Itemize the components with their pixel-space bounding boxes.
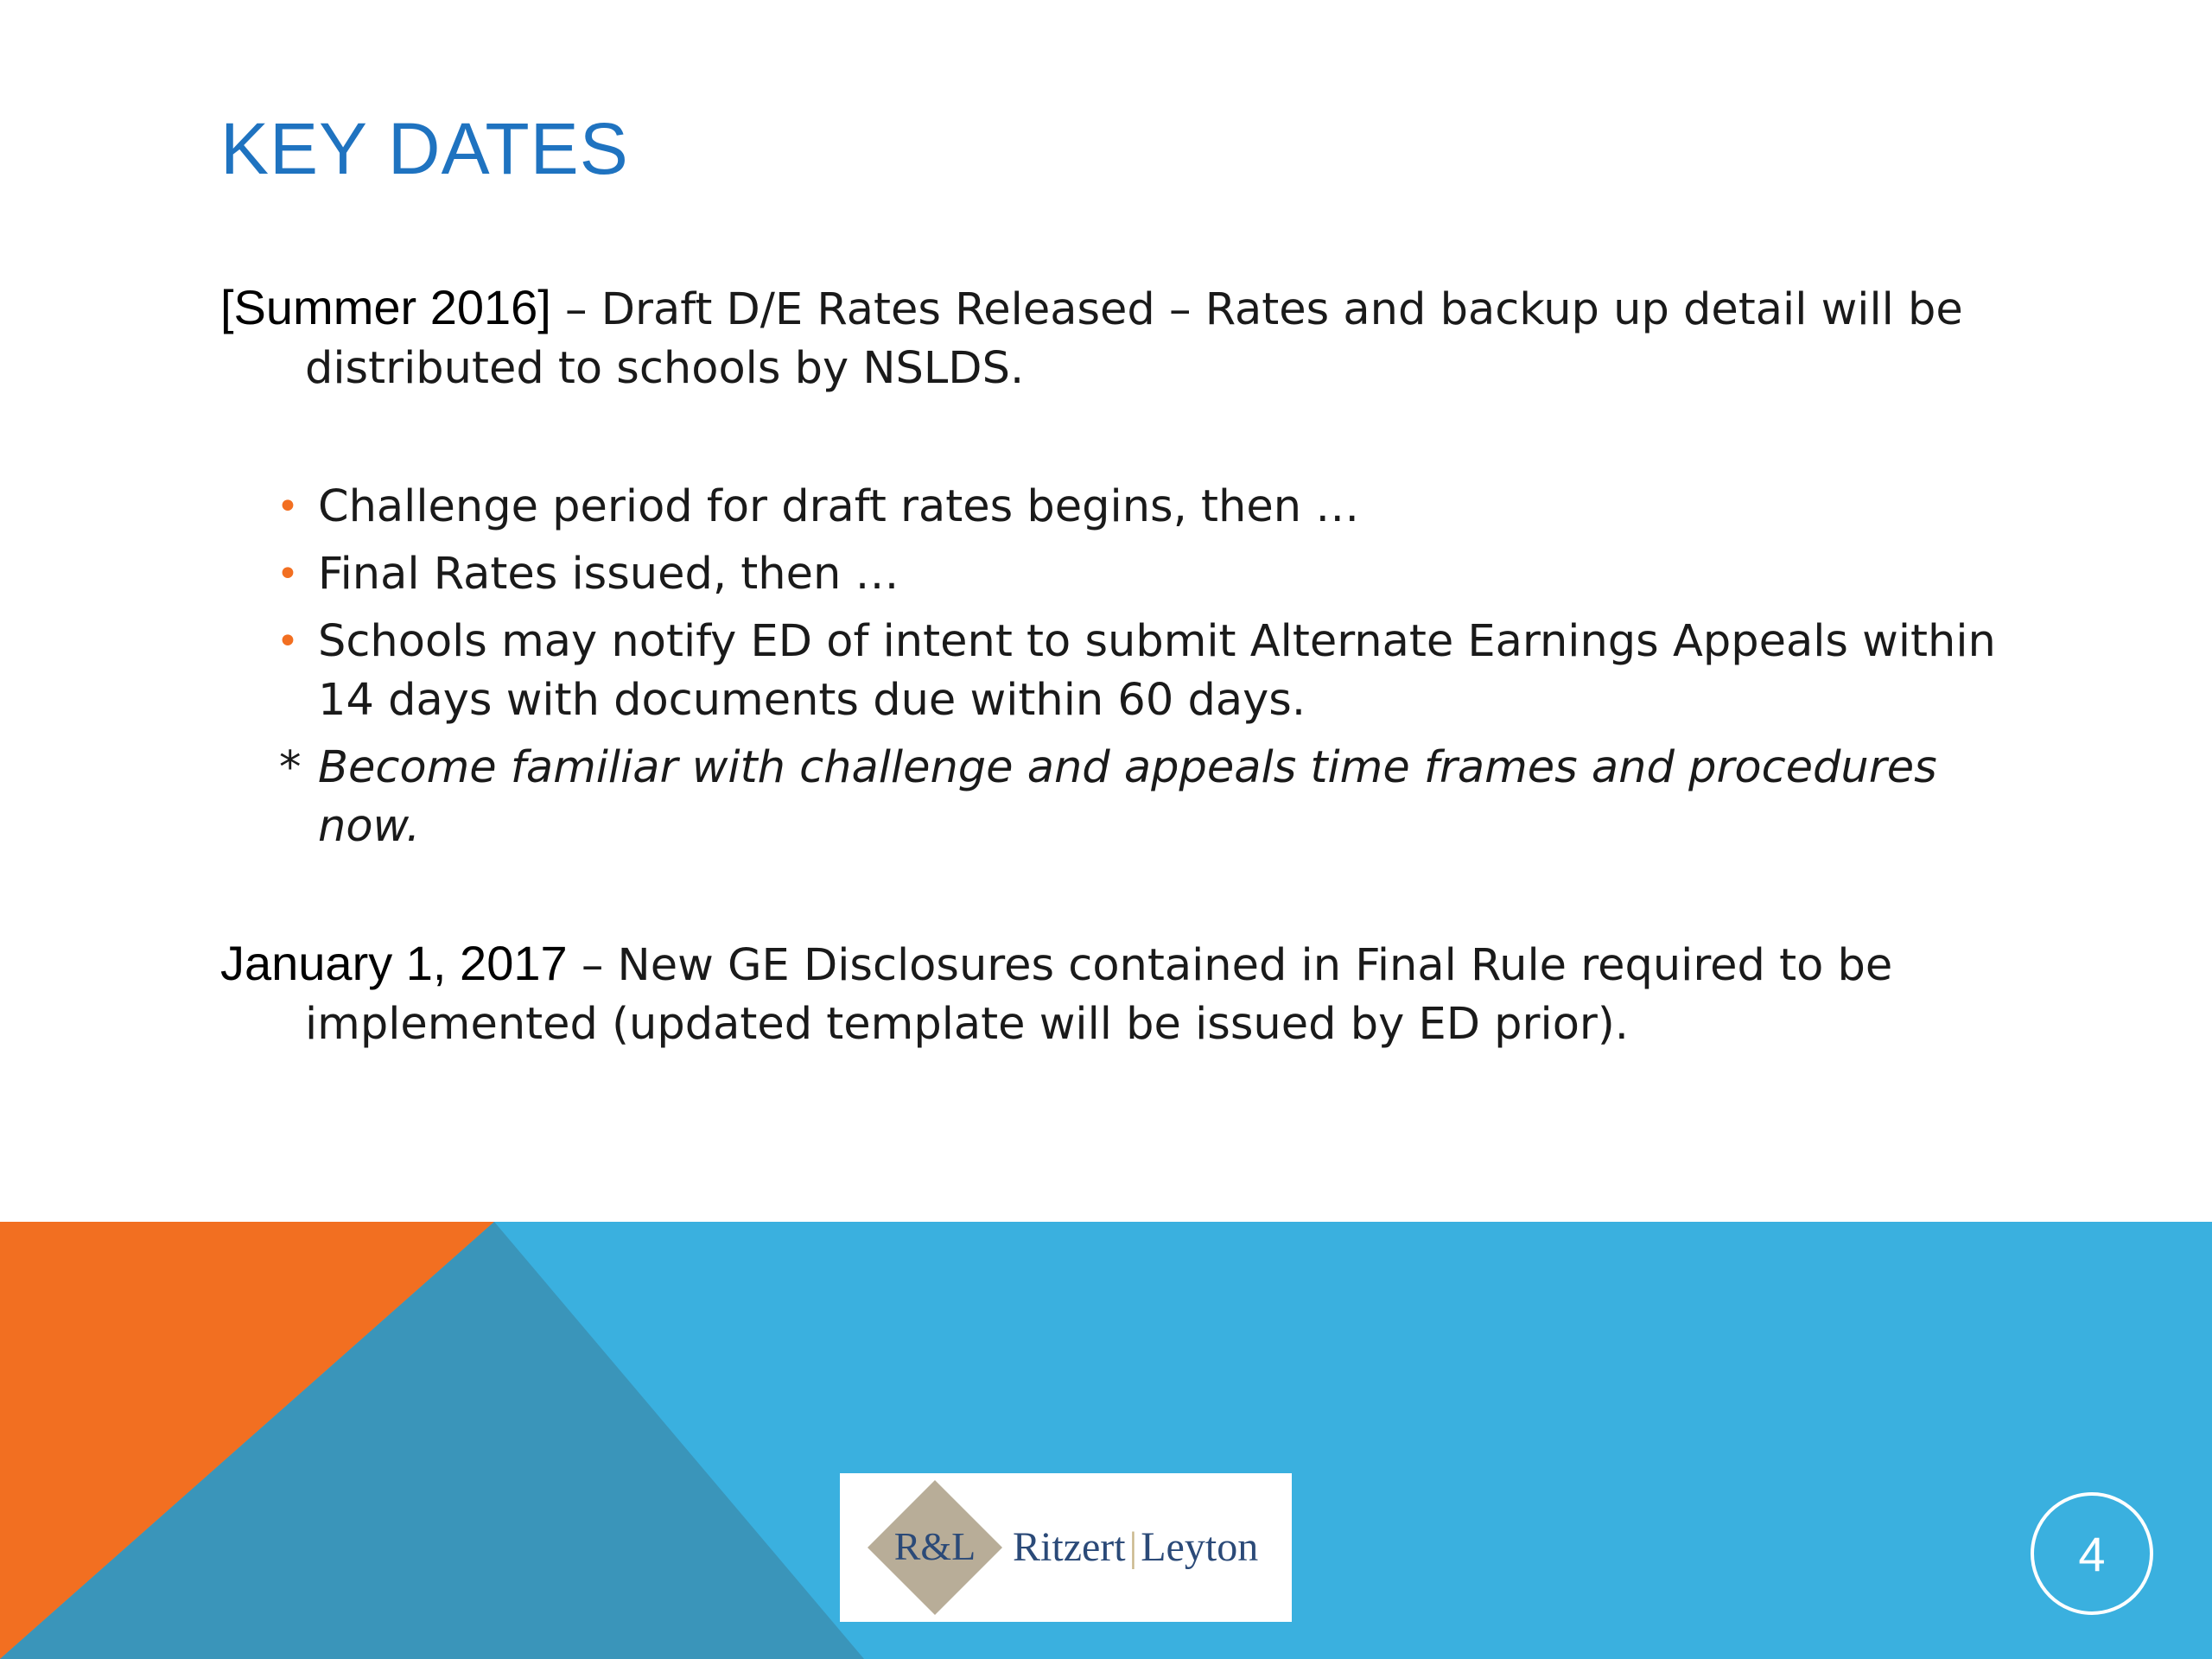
logo-separator: | (1128, 1524, 1138, 1570)
list-item (276, 478, 2000, 537)
list-item-text: Final Rates issued, then … (318, 549, 899, 600)
key-date-description: – New GE Disclosures contained in Final Rule required to be implemented (updated template will be issued by ED prior). (305, 940, 1893, 1050)
logo-initials: R&L (893, 1524, 976, 1568)
logo-name-last: Leyton (1141, 1524, 1259, 1570)
list-item-text: Schools may notify ED of intent to submit Alternate Earnings Appeals within 14 days with documents due within 60 days. (318, 616, 1996, 726)
list-item (276, 545, 2000, 604)
logo-name (1013, 1523, 1258, 1571)
key-date-item (220, 934, 2000, 1054)
slide-title: KEY DATES (220, 108, 629, 189)
note (220, 739, 2000, 856)
page-number: 4 (2031, 1492, 2153, 1615)
key-date-label: January 1, 2017 (220, 936, 568, 990)
bullet-icon: • (276, 552, 299, 596)
bullet-icon: • (276, 620, 299, 664)
list-item (276, 613, 2000, 730)
list-item-text: Challenge period for draft rates begins, then … (318, 481, 1360, 532)
key-date-description: – Draft D/E Rates Released – Rates and backup up detail will be distributed to schools by NSLDS. (305, 284, 1963, 394)
key-date-item (220, 278, 2000, 398)
bullet-list (220, 478, 2000, 730)
slide-content (220, 278, 2000, 1054)
company-logo (840, 1473, 1292, 1622)
note-text: Become familiar with challenge and appeals time frames and procedures now. (318, 742, 1937, 852)
logo-name-first: Ritzert (1013, 1524, 1126, 1570)
key-date-label: [Summer 2016] (220, 280, 551, 334)
note-marker: * (279, 742, 302, 793)
bullet-icon: • (276, 485, 299, 529)
